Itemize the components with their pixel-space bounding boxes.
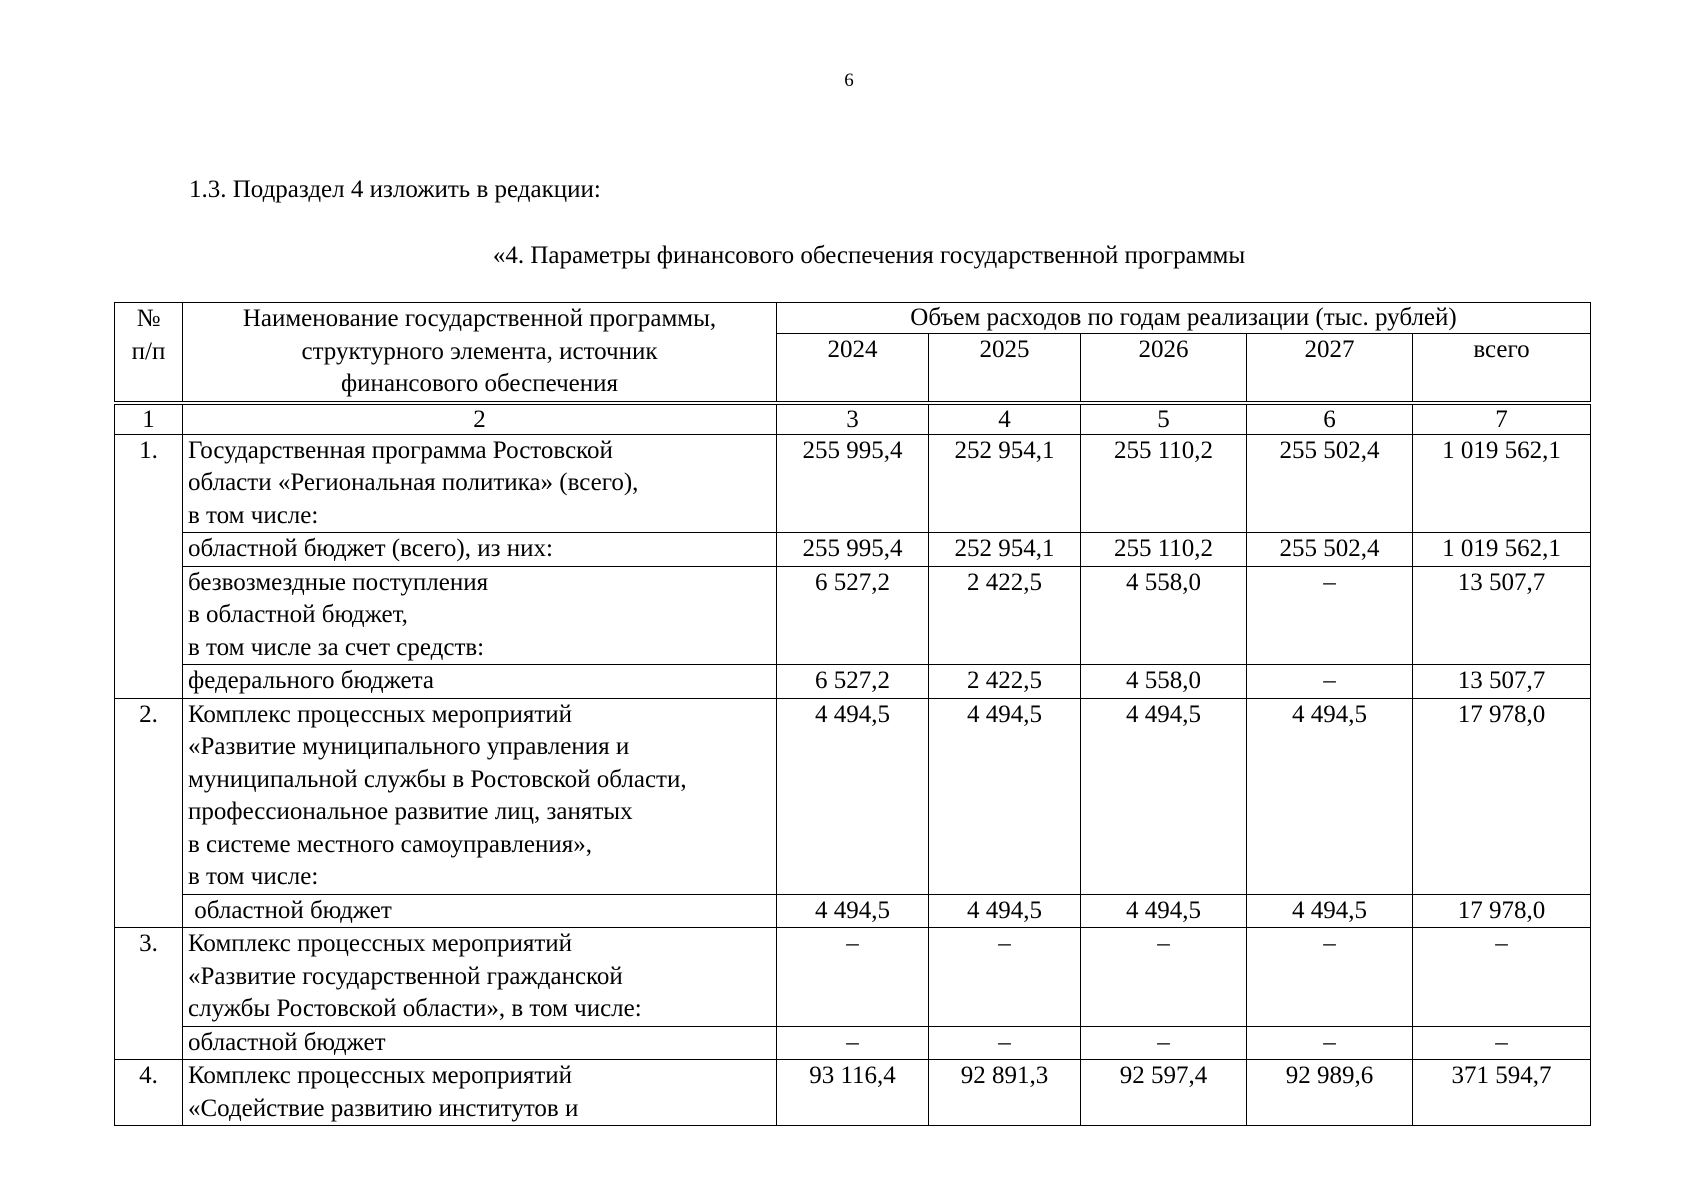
header-row — [115, 303, 1591, 334]
column-number: 4 — [929, 403, 1081, 435]
row-value: 13 507,7 — [1413, 665, 1591, 699]
row-number: 3. — [115, 928, 183, 1060]
row-value: 255 110,2 — [1081, 434, 1247, 533]
row-value: – — [777, 1026, 929, 1060]
column-number: 5 — [1081, 403, 1247, 435]
row-value: – — [1413, 1026, 1591, 1060]
column-number: 7 — [1413, 403, 1591, 435]
row-number: 4. — [115, 1060, 183, 1126]
column-number: 2 — [183, 403, 777, 435]
header-year: 2025 — [929, 334, 1081, 403]
row-value: 6 527,2 — [777, 665, 929, 699]
row-value: 92 597,4 — [1081, 1060, 1247, 1126]
table-row — [115, 434, 1591, 533]
row-value: 4 494,5 — [777, 698, 929, 894]
financing-table — [114, 302, 1591, 1126]
row-value: 4 494,5 — [777, 894, 929, 928]
row-value: – — [929, 1026, 1081, 1060]
row-name: федерального бюджета — [183, 665, 777, 699]
section-title: «4. Параметры финансового обеспечения государственной программы — [492, 242, 1246, 269]
row-value: 1 019 562,1 — [1413, 434, 1591, 533]
row-value: 4 558,0 — [1081, 665, 1247, 699]
row-value: – — [1081, 928, 1247, 1027]
header-num: № п/п — [115, 303, 183, 403]
row-value: 13 507,7 — [1413, 566, 1591, 665]
table-row — [115, 533, 1591, 567]
row-value: 255 995,4 — [777, 533, 929, 567]
row-value: – — [1081, 1026, 1247, 1060]
row-name: Комплекс процессных мероприятий «Содействие развитию институтов и — [183, 1060, 777, 1126]
row-value: – — [777, 928, 929, 1027]
row-value: 252 954,1 — [929, 533, 1081, 567]
table-row — [115, 665, 1591, 699]
row-name: Государственная программа Ростовской области «Региональная политика» (всего), в том числе: — [183, 434, 777, 533]
row-value: 252 954,1 — [929, 434, 1081, 533]
column-number: 1 — [115, 403, 183, 435]
row-value: 6 527,2 — [777, 566, 929, 665]
row-value: – — [1247, 928, 1413, 1027]
table-row — [115, 894, 1591, 928]
row-value: 4 494,5 — [1081, 894, 1247, 928]
intro-paragraph: 1.3. Подраздел 4 изложить в редакции: — [189, 176, 601, 203]
row-value: 92 891,3 — [929, 1060, 1081, 1126]
row-value: – — [929, 928, 1081, 1027]
row-value: 92 989,6 — [1247, 1060, 1413, 1126]
header-volume: Объем расходов по годам реализации (тыс. рублей) — [777, 303, 1591, 334]
header-name: Наименование государственной программы, структурного элемента, источник финансового обеспечения — [183, 303, 777, 403]
table-row — [115, 698, 1591, 894]
row-value: – — [1413, 928, 1591, 1027]
row-value: – — [1247, 566, 1413, 665]
row-name: Комплекс процессных мероприятий «Развитие муниципального управления и муниципальной службы в Ростовской области, профессиональное развитие лиц, занятых в системе местного самоуправления», в том числе: — [183, 698, 777, 894]
row-value: – — [1247, 1026, 1413, 1060]
row-value: – — [1247, 665, 1413, 699]
column-number: 3 — [777, 403, 929, 435]
header-year: 2024 — [777, 334, 929, 403]
row-name: областной бюджет (всего), из них: — [183, 533, 777, 567]
row-value: 4 558,0 — [1081, 566, 1247, 665]
row-value: 4 494,5 — [929, 894, 1081, 928]
row-value: 371 594,7 — [1413, 1060, 1591, 1126]
table-row — [115, 1026, 1591, 1060]
row-value: 4 494,5 — [1247, 698, 1413, 894]
header-year: 2027 — [1247, 334, 1413, 403]
table-row — [115, 1060, 1591, 1126]
page-number: 6 — [844, 70, 854, 91]
row-value: 4 494,5 — [929, 698, 1081, 894]
row-value: 17 978,0 — [1413, 894, 1591, 928]
row-value: 255 502,4 — [1247, 434, 1413, 533]
row-value: 17 978,0 — [1413, 698, 1591, 894]
table-row — [115, 566, 1591, 665]
row-name: областной бюджет — [183, 1026, 777, 1060]
row-value: 255 110,2 — [1081, 533, 1247, 567]
row-name: безвозмездные поступления в областной бюджет, в том числе за счет средств: — [183, 566, 777, 665]
row-value: 4 494,5 — [1247, 894, 1413, 928]
row-value: 2 422,5 — [929, 566, 1081, 665]
row-value: 93 116,4 — [777, 1060, 929, 1126]
column-number: 6 — [1247, 403, 1413, 435]
row-value: 4 494,5 — [1081, 698, 1247, 894]
row-number: 2. — [115, 698, 183, 928]
row-number: 1. — [115, 434, 183, 698]
row-name: Комплекс процессных мероприятий «Развитие государственной гражданской службы Ростовской области», в том числе: — [183, 928, 777, 1027]
row-value: 255 502,4 — [1247, 533, 1413, 567]
row-value: 2 422,5 — [929, 665, 1081, 699]
row-value: 255 995,4 — [777, 434, 929, 533]
column-numbers-row — [115, 403, 1591, 435]
table-row — [115, 928, 1591, 1027]
row-value: 1 019 562,1 — [1413, 533, 1591, 567]
row-name: областной бюджет — [183, 894, 777, 928]
header-year: 2026 — [1081, 334, 1247, 403]
header-year: всего — [1413, 334, 1591, 403]
